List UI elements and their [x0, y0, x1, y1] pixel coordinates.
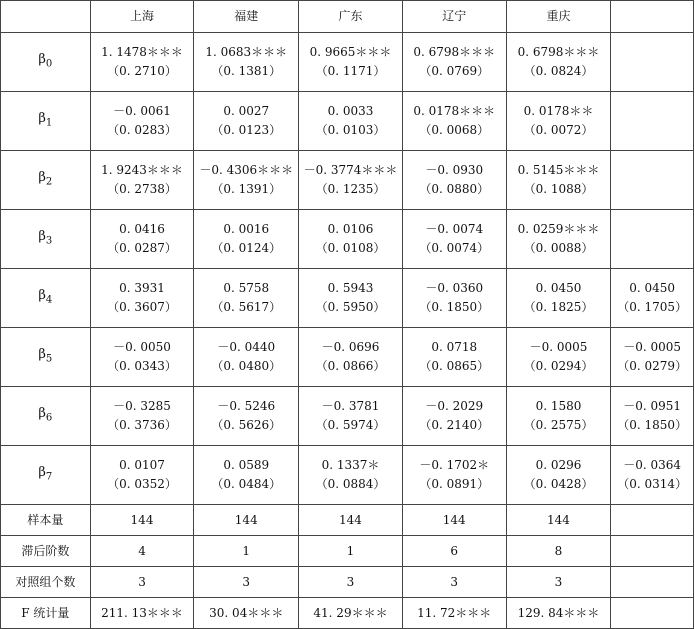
coefficient-value: －0. 0074 — [425, 222, 484, 236]
coefficient-cell — [90, 328, 194, 387]
standard-error: （0. 1850） — [617, 418, 688, 432]
coefficient-label — [1, 387, 91, 446]
coefficient-value: 0. 1337＊ — [321, 458, 380, 472]
header-cell-corner — [1, 1, 91, 33]
coefficient-value: 0. 0033 — [327, 104, 374, 118]
standard-error: （0. 5626） — [211, 418, 282, 432]
coefficient-cell — [194, 92, 299, 151]
standard-error: （0. 3736） — [107, 418, 177, 432]
header-row — [1, 1, 694, 33]
statistic-cell: 144 — [506, 505, 611, 536]
coefficient-value: 0. 0296 — [535, 458, 582, 472]
coefficient-cell — [90, 33, 194, 92]
statistic-cell: 6 — [402, 536, 506, 567]
statistic-cell: 4 — [90, 536, 194, 567]
standard-error: （0. 0428） — [523, 477, 594, 491]
coefficient-value: 0. 0450 — [535, 281, 582, 295]
coefficient-value: －0. 0005 — [529, 340, 588, 354]
header-cell-fujian: 福建 — [194, 1, 299, 33]
statistic-row — [1, 536, 694, 567]
statistic-cell: 1 — [194, 536, 299, 567]
coefficient-cell — [299, 33, 403, 92]
coefficient-value: 0. 5145＊＊＊ — [517, 163, 600, 177]
coefficient-value: 0. 3931 — [119, 281, 165, 295]
coefficient-subscript: 1 — [45, 117, 53, 129]
statistic-cell: 41. 29＊＊＊ — [299, 598, 403, 629]
statistic-cell: 144 — [194, 505, 299, 536]
coefficient-cell — [402, 92, 506, 151]
coefficient-cell — [402, 446, 506, 505]
standard-error: （0. 0068） — [419, 123, 490, 137]
statistic-cell — [611, 536, 694, 567]
coefficient-value: －0. 0360 — [425, 281, 484, 295]
coefficient-cell — [194, 33, 299, 92]
statistic-label: F 统计量 — [1, 598, 91, 629]
coefficient-cell — [611, 387, 694, 446]
standard-error: （0. 0891） — [419, 477, 490, 491]
coefficient-subscript: 6 — [45, 412, 53, 424]
standard-error: （0. 2575） — [523, 418, 594, 432]
statistic-cell: 129. 84＊＊＊ — [506, 598, 611, 629]
statistic-cell — [611, 567, 694, 598]
statistic-cell: 3 — [299, 567, 403, 598]
coefficient-cell — [90, 92, 194, 151]
standard-error: （0. 0866） — [315, 359, 386, 373]
coefficient-symbol: β — [38, 170, 46, 186]
standard-error: （0. 0088） — [523, 241, 594, 255]
standard-error: （0. 0124） — [211, 241, 282, 255]
coefficient-value: 0. 5943 — [327, 281, 374, 295]
coefficient-cell — [299, 92, 403, 151]
coefficient-cell — [194, 328, 299, 387]
standard-error: （0. 1850） — [419, 300, 490, 314]
coefficient-cell — [506, 269, 611, 328]
coefficient-symbol: β — [38, 288, 46, 304]
coefficient-cell — [194, 387, 299, 446]
coefficient-cell — [194, 269, 299, 328]
coefficient-value: 0. 5758 — [223, 281, 270, 295]
standard-error: （0. 1825） — [523, 300, 594, 314]
header-cell-shanghai: 上海 — [90, 1, 194, 33]
coefficient-value: －0. 3285 — [113, 399, 171, 413]
coefficient-label — [1, 33, 91, 92]
coefficient-cell — [299, 210, 403, 269]
coefficient-cell — [611, 328, 694, 387]
coefficient-value: 0. 0259＊＊＊ — [517, 222, 600, 236]
standard-error: （0. 0865） — [419, 359, 490, 373]
standard-error: （0. 5950） — [315, 300, 386, 314]
coefficient-value: 0. 0027 — [223, 104, 270, 118]
statistic-cell: 211. 13＊＊＊ — [90, 598, 194, 629]
coefficient-symbol: β — [38, 111, 46, 127]
coefficient-symbol: β — [38, 465, 46, 481]
coefficient-row — [1, 328, 694, 387]
coefficient-cell — [90, 446, 194, 505]
coefficient-cell — [402, 269, 506, 328]
standard-error: （0. 0314） — [617, 477, 688, 491]
coefficient-cell — [402, 33, 506, 92]
standard-error: （0. 0108） — [315, 241, 386, 255]
coefficient-cell — [611, 33, 694, 92]
coefficient-cell — [506, 92, 611, 151]
coefficient-value: －0. 1702＊ — [419, 458, 490, 472]
coefficient-cell — [299, 269, 403, 328]
standard-error: （0. 0884） — [315, 477, 386, 491]
statistic-cell: 3 — [194, 567, 299, 598]
coefficient-value: －0. 0930 — [425, 163, 484, 177]
coefficient-value: －0. 3781 — [321, 399, 380, 413]
header-cell-guangdong: 广东 — [299, 1, 403, 33]
coefficient-value: 0. 6798＊＊＊ — [517, 45, 600, 59]
statistic-label: 滞后阶数 — [1, 536, 91, 567]
coefficient-cell — [506, 151, 611, 210]
coefficient-label — [1, 151, 91, 210]
coefficient-value: 0. 0450 — [629, 281, 676, 295]
coefficient-value: 0. 0106 — [327, 222, 374, 236]
coefficient-value: 0. 0589 — [223, 458, 270, 472]
standard-error: （0. 0352） — [107, 477, 177, 491]
coefficient-value: 0. 0416 — [119, 222, 165, 236]
coefficient-cell — [506, 210, 611, 269]
coefficient-subscript: 3 — [45, 235, 53, 247]
standard-error: （0. 2140） — [419, 418, 490, 432]
statistic-cell: 144 — [90, 505, 194, 536]
standard-error: （0. 0880） — [419, 182, 490, 196]
coefficient-subscript: 2 — [45, 176, 53, 188]
standard-error: （0. 1088） — [523, 182, 594, 196]
standard-error: （0. 3607） — [107, 300, 177, 314]
coefficient-cell — [90, 151, 194, 210]
coefficient-cell — [299, 151, 403, 210]
coefficient-value: －0. 0050 — [113, 340, 171, 354]
coefficient-cell — [611, 210, 694, 269]
statistic-label: 对照组个数 — [1, 567, 91, 598]
coefficient-cell — [506, 387, 611, 446]
coefficient-cell — [90, 387, 194, 446]
coefficient-cell — [611, 446, 694, 505]
coefficient-cell — [402, 210, 506, 269]
coefficient-value: 1. 0683＊＊＊ — [205, 45, 288, 59]
coefficient-symbol: β — [38, 406, 46, 422]
coefficient-cell — [506, 328, 611, 387]
coefficient-value: 0. 0178＊＊ — [523, 104, 594, 118]
standard-error: （0. 0283） — [107, 123, 177, 137]
statistic-cell: 30. 04＊＊＊ — [194, 598, 299, 629]
coefficient-label — [1, 446, 91, 505]
standard-error: （0. 2738） — [107, 182, 177, 196]
coefficient-cell — [506, 446, 611, 505]
coefficient-value: －0. 0440 — [217, 340, 276, 354]
statistic-row — [1, 598, 694, 629]
standard-error: （0. 0103） — [315, 123, 386, 137]
standard-error: （0. 1705） — [617, 300, 688, 314]
coefficient-value: －0. 0005 — [623, 340, 682, 354]
coefficient-value: －0. 2029 — [425, 399, 484, 413]
standard-error: （0. 1391） — [211, 182, 282, 196]
coefficient-row — [1, 151, 694, 210]
statistic-cell: 1 — [299, 536, 403, 567]
statistic-row — [1, 505, 694, 536]
standard-error: （0. 0769） — [419, 64, 490, 78]
coefficient-value: －0. 3774＊＊＊ — [303, 163, 398, 177]
coefficient-row — [1, 210, 694, 269]
header-cell-chongqing: 重庆 — [506, 1, 611, 33]
coefficient-cell — [194, 446, 299, 505]
coefficient-value: 0. 0178＊＊＊ — [413, 104, 496, 118]
statistic-cell: 144 — [402, 505, 506, 536]
header-cell-extra — [611, 1, 694, 33]
standard-error: （0. 2710） — [107, 64, 177, 78]
coefficient-label — [1, 92, 91, 151]
coefficient-row — [1, 387, 694, 446]
coefficient-row — [1, 269, 694, 328]
coefficient-subscript: 5 — [45, 353, 53, 365]
standard-error: （0. 0484） — [211, 477, 282, 491]
standard-error: （0. 5974） — [315, 418, 386, 432]
coefficient-cell — [299, 446, 403, 505]
coefficient-value: －0. 0061 — [113, 104, 171, 118]
coefficient-row — [1, 92, 694, 151]
coefficient-row — [1, 33, 694, 92]
coefficient-value: －0. 0696 — [321, 340, 380, 354]
statistic-label: 样本量 — [1, 505, 91, 536]
coefficient-cell — [402, 387, 506, 446]
regression-table-body — [1, 1, 694, 629]
standard-error: （0. 0287） — [107, 241, 177, 255]
statistic-cell: 8 — [506, 536, 611, 567]
standard-error: （0. 0343） — [107, 359, 177, 373]
statistic-cell — [611, 598, 694, 629]
standard-error: （0. 0279） — [617, 359, 688, 373]
standard-error: （0. 5617） — [211, 300, 282, 314]
coefficient-value: －0. 4306＊＊＊ — [199, 163, 294, 177]
coefficient-label — [1, 210, 91, 269]
statistic-cell: 3 — [506, 567, 611, 598]
coefficient-label — [1, 269, 91, 328]
coefficient-value: 1. 9243＊＊＊ — [101, 163, 183, 177]
coefficient-subscript: 7 — [45, 471, 53, 483]
coefficient-value: －0. 0951 — [623, 399, 682, 413]
coefficient-value: 0. 0016 — [223, 222, 270, 236]
coefficient-label — [1, 328, 91, 387]
standard-error: （0. 0294） — [523, 359, 594, 373]
coefficient-cell — [299, 328, 403, 387]
standard-error: （0. 1235） — [315, 182, 386, 196]
standard-error: （0. 1381） — [211, 64, 282, 78]
coefficient-value: 0. 0718 — [431, 340, 478, 354]
standard-error: （0. 0072） — [523, 123, 594, 137]
standard-error: （0. 0074） — [419, 241, 490, 255]
statistic-cell: 3 — [90, 567, 194, 598]
coefficient-value: 0. 9665＊＊＊ — [309, 45, 392, 59]
coefficient-value: －0. 5246 — [217, 399, 276, 413]
standard-error: （0. 0123） — [211, 123, 282, 137]
coefficient-value: －0. 0364 — [623, 458, 682, 472]
coefficient-cell — [194, 151, 299, 210]
coefficient-row — [1, 446, 694, 505]
coefficient-symbol: β — [38, 347, 46, 363]
coefficient-cell — [611, 151, 694, 210]
coefficient-cell — [402, 151, 506, 210]
coefficient-symbol: β — [38, 52, 46, 68]
coefficient-value: 1. 1478＊＊＊ — [101, 45, 183, 59]
coefficient-cell — [402, 328, 506, 387]
standard-error: （0. 1171） — [315, 64, 386, 78]
statistic-cell: 3 — [402, 567, 506, 598]
coefficient-symbol: β — [38, 229, 46, 245]
coefficient-value: 0. 6798＊＊＊ — [413, 45, 496, 59]
coefficient-cell — [611, 92, 694, 151]
standard-error: （0. 0480） — [211, 359, 282, 373]
statistic-row — [1, 567, 694, 598]
coefficient-cell — [90, 210, 194, 269]
coefficient-value: 0. 1580 — [535, 399, 582, 413]
statistic-cell — [611, 505, 694, 536]
header-cell-liaoning: 辽宁 — [402, 1, 506, 33]
coefficient-value: 0. 0107 — [119, 458, 165, 472]
coefficient-subscript: 0 — [45, 58, 53, 70]
coefficient-cell — [611, 269, 694, 328]
coefficient-cell — [194, 210, 299, 269]
statistic-cell: 144 — [299, 505, 403, 536]
statistic-cell: 11. 72＊＊＊ — [402, 598, 506, 629]
coefficient-cell — [90, 269, 194, 328]
coefficient-cell — [299, 387, 403, 446]
standard-error: （0. 0824） — [523, 64, 594, 78]
coefficient-subscript: 4 — [45, 294, 53, 306]
coefficient-cell — [506, 33, 611, 92]
